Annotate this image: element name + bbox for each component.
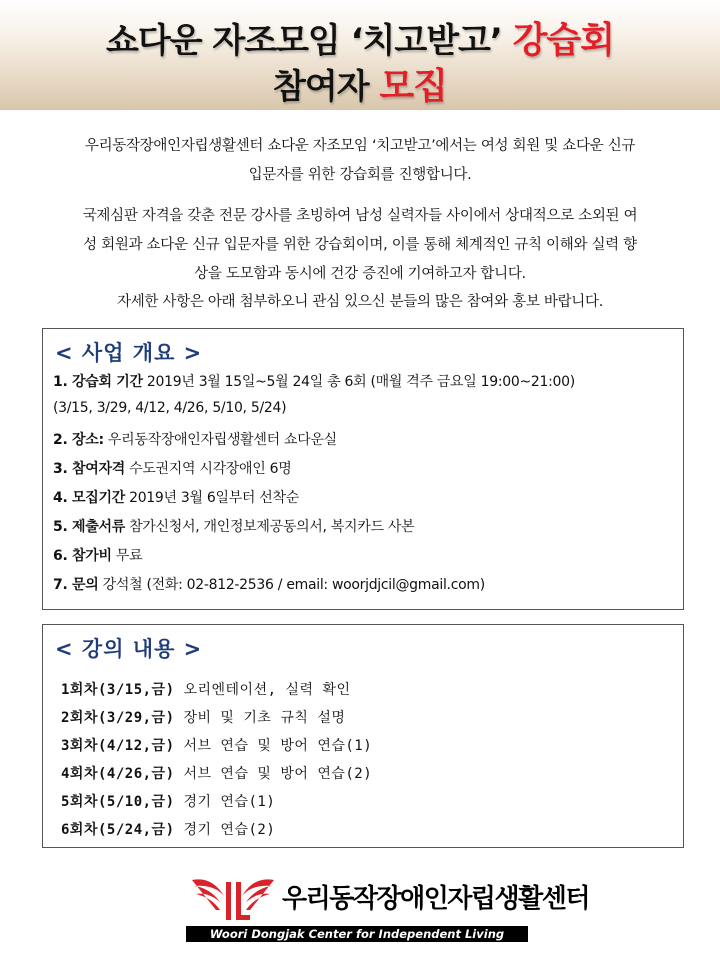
lecture-session: 2회차(3/29,금) <box>61 710 175 726</box>
intro-paragraph-3 <box>40 288 680 317</box>
overview-value: 참가신청서, 개인정보제공동의서, 복지카드 사본 <box>124 519 415 535</box>
lecture-item <box>61 735 372 755</box>
title-line-2 <box>0 58 720 109</box>
title-banner <box>0 0 720 110</box>
lecture-item <box>61 791 275 811</box>
intro-line: 국제심판 자격을 갖춘 전문 강사를 초빙하여 남성 실력자들 사이에서 상대적으로 소외된 여 <box>82 208 638 224</box>
overview-item <box>53 516 414 536</box>
overview-value: (3/15, 3/29, 4/12, 4/26, 5/10, 5/24) <box>53 400 287 416</box>
overview-label: 5. 제출서류 <box>53 519 125 535</box>
lecture-content: 오리엔테이션, 실력 확인 <box>183 682 351 698</box>
overview-box <box>42 328 684 610</box>
lecture-session: 1회차(3/15,금) <box>61 682 175 698</box>
overview-label: 2. 장소: <box>53 432 104 448</box>
overview-item <box>53 574 485 594</box>
overview-value: 강석철 (전화: 02-812-2536 / email: woorjdjcil@gmail.com) <box>98 577 485 593</box>
lecture-item <box>61 679 350 699</box>
overview-value: 무료 <box>111 548 143 564</box>
center-logo-subtitle: Woori Dongjak Center for Independent Living <box>186 926 528 942</box>
overview-value: 수도권지역 시각장애인 6명 <box>124 461 292 477</box>
overview-label: 6. 참가비 <box>53 548 112 564</box>
overview-value: 2019년 3월 6일부터 선착순 <box>124 490 299 506</box>
overview-label: 7. 문의 <box>53 577 99 593</box>
lectures-title: < 강의 내용 > <box>55 637 203 661</box>
intro-line: 자세한 사항은 아래 첨부하오니 관심 있으신 분들의 많은 참여와 홍보 바랍니다. <box>116 294 604 310</box>
lectures-box <box>42 624 684 848</box>
intro-paragraph-2 <box>40 202 680 289</box>
overview-item <box>53 400 286 416</box>
lecture-content: 서브 연습 및 방어 연습(1) <box>183 738 373 754</box>
lecture-content: 장비 및 기초 규칙 설명 <box>183 710 346 726</box>
overview-item <box>53 487 299 507</box>
overview-item <box>53 458 291 478</box>
overview-title: < 사업 개요 > <box>55 341 203 365</box>
title-line-1 <box>0 12 720 63</box>
intro-line: 입문자를 위한 강습회를 진행합니다. <box>248 167 472 183</box>
intro-line: 성 회원과 쇼다운 신규 입문자를 위한 강습회이며, 이를 통해 체계적인 규칙 이해와 실력 향 <box>83 237 637 253</box>
lecture-session: 5회차(5/10,금) <box>61 794 175 810</box>
overview-item <box>53 429 337 449</box>
overview-value: 우리동작장애인자립생활센터 쇼다운실 <box>103 432 337 448</box>
title-text-2: 참여자 <box>273 67 380 107</box>
lecture-item <box>61 819 275 839</box>
lecture-content: 경기 연습(1) <box>183 794 276 810</box>
title-highlight: 강습회 <box>512 20 614 61</box>
lecture-content: 서브 연습 및 방어 연습(2) <box>183 766 373 782</box>
intro-line: 우리동작장애인자립생활센터 쇼다운 자조모임 ‘치고받고’에서는 여성 회원 및 쇼다운 신규 <box>84 138 636 154</box>
title-highlight-2: 모집 <box>379 66 447 107</box>
overview-item <box>53 545 142 565</box>
overview-item <box>53 371 575 391</box>
lecture-content: 경기 연습(2) <box>183 822 276 838</box>
overview-label: 4. 모집기간 <box>53 490 125 506</box>
overview-label: 1. 강습회 기간 <box>53 374 143 390</box>
lecture-item <box>61 707 345 727</box>
lecture-item <box>61 763 372 783</box>
center-logo-icon <box>190 870 276 926</box>
overview-value: 2019년 3월 15일~5월 24일 총 6회 (매월 격주 금요일 19:00~21:00) <box>142 374 575 390</box>
lecture-session: 4회차(4/26,금) <box>61 766 175 782</box>
center-logo <box>186 866 590 942</box>
title-text: 쇼다운 자조모임 ‘치고받고’ <box>106 21 513 61</box>
lecture-session: 3회차(4/12,금) <box>61 738 175 754</box>
intro-line: 상을 도모함과 동시에 건강 증진에 기여하고자 합니다. <box>194 266 526 282</box>
center-logo-name: 우리동작장애인자립생활센터 <box>282 884 590 914</box>
overview-label: 3. 참여자격 <box>53 461 125 477</box>
intro-paragraph-1 <box>40 132 680 190</box>
lecture-session: 6회차(5/24,금) <box>61 822 175 838</box>
